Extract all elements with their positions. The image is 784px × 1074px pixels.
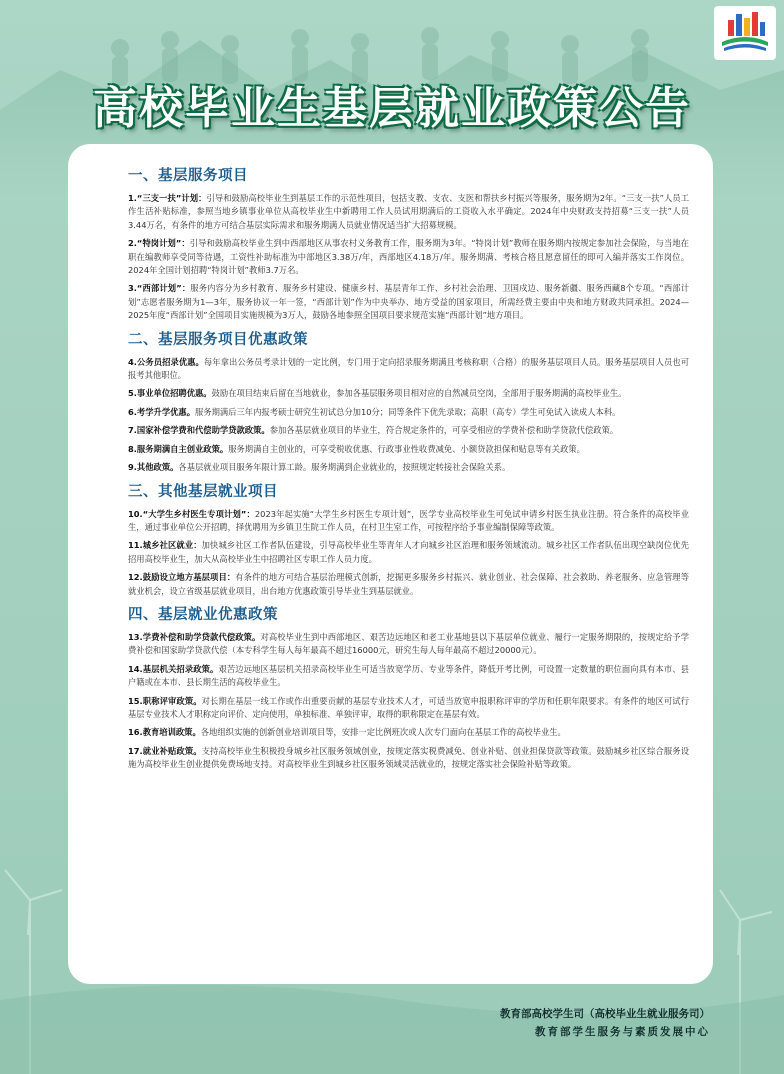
logo-icon — [714, 6, 776, 60]
policy-item: 4.公务员招录优惠。每年拿出公务员考录计划的一定比例，专门用于定向招录服务期满且考核称职（合格）的服务基层项目人员。服务基层项目人员也可报考其他职位。 — [128, 356, 689, 381]
footer-issuer-1: 教育部高校学生司（高校毕业生就业服务司） — [500, 1008, 710, 1020]
policy-item: 10.“大学生乡村医生专项计划”：2023年起实施“大学生乡村医生专项计划”，医学专业高校毕业生可免试申请乡村医生执业注册。符合条件的高校毕业生，通过事业单位公开招聘，择优聘用为乡镇卫生院工作人员，在村卫生室工作，可按程序给予事业编制保障等政策。 — [128, 508, 689, 532]
policy-item: 12.鼓励设立地方基层项目：有条件的地方可结合基层治理模式创新，挖掘更多服务乡村振兴、就业创业、社会保障、社会救助、养老服务、应急管理等就业机会，设立省级基层就业项目，出台地方优惠政策引导毕业生到基层就业。 — [128, 572, 689, 596]
policy-item: 14.基层机关招录政策。艰苦边远地区基层机关招录高校毕业生可适当放宽学历、专业等条件，降低开考比例，可设置一定数量的职位面向具有本市、县户籍或在本市、县长期生活的高校毕业生。 — [128, 663, 689, 688]
section-heading: 四、基层就业优惠政策 — [128, 606, 278, 623]
policy-item: 16.教育培训政策。各地组织实施的创新创业培训项目等，安排一定比例班次或人次专门面向在基层工作的高校毕业生。 — [128, 727, 566, 738]
policy-item: 17.就业补贴政策。支持高校毕业生积极投身城乡社区服务领域创业，按规定落实税费减免、创业补贴、创业担保贷款等政策。鼓励城乡社区综合服务设施为高校毕业生创业提供免费场地支持。对高校毕业生到城乡社区服务领域灵活就业的，按规定落实社会保险补贴等政策。 — [128, 745, 689, 770]
section-heading: 二、基层服务项目优惠政策 — [128, 331, 308, 348]
content-card — [68, 144, 713, 984]
policy-item: 9.其他政策。各基层就业项目服务年限计算工龄。服务期满到企业就业的，按照规定转接社会保险关系。 — [128, 462, 511, 473]
policy-item: 5.事业单位招聘优惠。鼓励在项目结束后留在当地就业，参加各基层服务项目相对应的自然减员空岗，全部用于服务期满的高校毕业生。 — [128, 388, 627, 399]
policy-item: 2.“特岗计划”：引导和鼓励高校毕业生到中西部地区从事农村义务教育工作，服务期为3年。“特岗计划”教师在服务期内按规定参加社会保险，与当地在职在编教师享受同等待遇，工资性补助标准为中部地区3.38万/年，西部地区4.18万/年。服务期满、考核合格且愿意留任的即可入编并落实工作岗位。2024年全国计划招聘“特岗计划”教师3.7万名。 — [128, 238, 689, 276]
policy-item: 7.国家补偿学费和代偿助学贷款政策。参加各基层就业项目的毕业生，符合规定条件的，可享受相应的学费补偿和助学贷款代偿政策。 — [128, 425, 619, 436]
policy-item: 15.职称评审政策。对长期在基层一线工作或作出重要贡献的基层专业技术人才，可适当放宽申报职称评审的学历和任职年限要求。有条件的地区可试行基层专业技术人才职称定向评价、定向使用，单独标准、单独评审，取得的职称限定在基层有效。 — [128, 695, 689, 719]
policy-item: 3.“西部计划”：服务内容分为乡村教育、服务乡村建设、健康乡村、基层青年工作、乡村社会治理、卫国戍边、服务新疆、服务西藏8个专项。“西部计划”志愿者服务期为1—3年，服务协议一年一签，“西部计划”作为中央举办、地方受益的国家项目，所需经费主要由中央和地方财政共同承担。2024—2025年度“西部计划”全国项目实施规模为3万人，鼓励各地参照全国项目要求规范实施“西部计划”地方项目。 — [128, 283, 689, 321]
policy-item: 11.城乡社区就业：加快城乡社区工作者队伍建设，引导高校毕业生等青年人才向城乡社区治理和服务领域流动。城乡社区工作者队伍出现空缺岗位优先招用高校毕业生，加大从高校毕业生中招聘社区专职工作人员力度。 — [128, 540, 689, 564]
page-title: 高校毕业生基层就业政策公告 — [93, 83, 691, 134]
footer-issuer-2: 教育部学生服务与素质发展中心 — [535, 1026, 710, 1038]
policy-item: 1.“三支一扶”计划：引导和鼓励高校毕业生到基层工作的示范性项目，包括支教、支农、支医和帮扶乡村振兴等服务，服务期为2年。“三支一扶”人员工作生活补贴标准，参照当地乡镇事业单位从高校毕业生中新聘用工作人员试用期满后的工资收入水平确定。2024年中央财政支持招募“三支一扶”人员3.44万名，有条件的地方可结合基层实际需求和服务期满人员就业情况适当扩大招募规模。 — [128, 193, 689, 230]
section-heading: 三、其他基层就业项目 — [128, 483, 278, 500]
policy-item: 6.考学升学优惠。服务期满后三年内报考硕士研究生初试总分加10分；同等条件下优先录取；高职（高专）学生可免试入读成人本科。 — [128, 406, 621, 417]
policy-item: 8.服务期满自主创业政策。服务期满自主创业的，可享受税收优惠、行政事业性收费减免、小额贷款担保和贴息等有关政策。 — [128, 443, 585, 454]
policy-item: 13.学费补偿和助学贷款代偿政策。对高校毕业生到中西部地区、艰苦边远地区和老工业基地县以下基层单位就业、履行一定服务期限的，按规定给予学费补偿和国家助学贷款代偿（本专科学生每人每年最高不超过16000元，研究生每人每年最高不超过20000元）。 — [128, 631, 689, 656]
section-heading: 一、基层服务项目 — [128, 168, 248, 184]
